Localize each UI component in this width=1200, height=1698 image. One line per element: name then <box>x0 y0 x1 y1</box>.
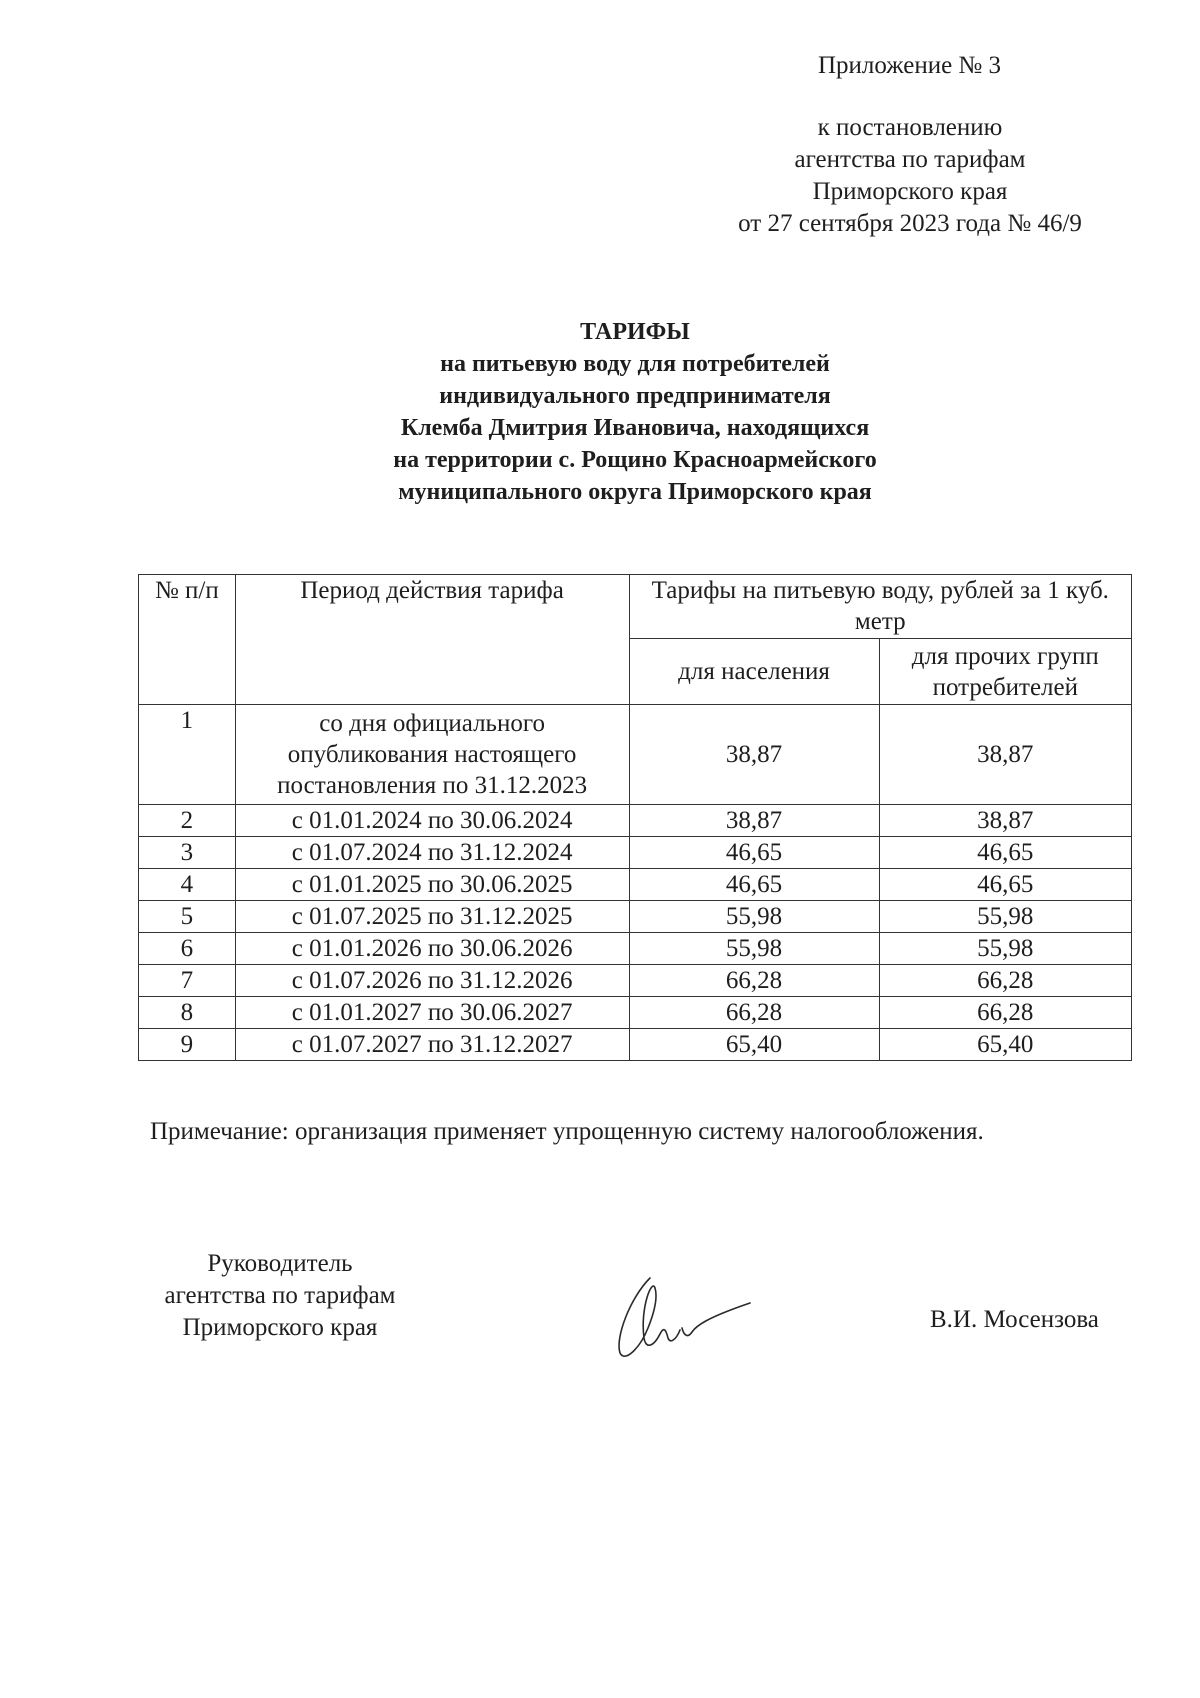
header-other: для прочих групп потребителей <box>879 639 1131 705</box>
row-num: 5 <box>139 901 236 933</box>
handwritten-signature <box>610 1268 760 1368</box>
row-num: 3 <box>139 837 236 869</box>
appendix-block <box>700 50 1120 240</box>
signer-position <box>140 1248 420 1344</box>
row-population: 55,98 <box>629 933 879 965</box>
appendix-title: Приложение № 3 <box>818 52 1002 79</box>
row-population: 38,87 <box>629 705 879 805</box>
row-other: 66,28 <box>879 997 1131 1029</box>
tariff-table <box>138 574 1132 1061</box>
row-num: 9 <box>139 1029 236 1061</box>
row-num: 6 <box>139 933 236 965</box>
row-num: 1 <box>139 705 236 805</box>
row-other: 66,28 <box>879 965 1131 997</box>
header-period: Период действия тарифа <box>235 575 629 705</box>
row-population: 46,65 <box>629 869 879 901</box>
signer-name: В.И. Мосензова <box>930 1306 1099 1333</box>
appendix-line: к постановлению <box>817 114 1003 141</box>
row-population: 38,87 <box>629 805 879 837</box>
title-line: индивидуального предпринимателя <box>439 383 831 409</box>
row-period: с 01.01.2024 по 30.06.2024 <box>235 805 629 837</box>
row-period: с 01.01.2026 по 30.06.2026 <box>235 933 629 965</box>
row-other: 46,65 <box>879 869 1131 901</box>
row-population: 55,98 <box>629 901 879 933</box>
row-other: 46,65 <box>879 837 1131 869</box>
row-other: 65,40 <box>879 1029 1131 1061</box>
title-line: на питьевую воду для потребителей <box>440 351 830 377</box>
title-line: Клемба Дмитрия Ивановича, находящихся <box>400 415 870 441</box>
row-population: 46,65 <box>629 837 879 869</box>
row-num: 8 <box>139 997 236 1029</box>
signer-line: Приморского края <box>182 1314 378 1341</box>
row-period: с 01.01.2027 по 30.06.2027 <box>235 997 629 1029</box>
row-population: 65,40 <box>629 1029 879 1061</box>
header-tariff: Тарифы на питьевую воду, рублей за 1 куб. метр <box>629 575 1131 639</box>
appendix-line: Приморского края <box>812 178 1008 205</box>
title-line: на территории с. Рощино Красноармейского <box>393 447 877 473</box>
row-other: 38,87 <box>879 805 1131 837</box>
signer-line: Руководитель <box>207 1250 353 1277</box>
appendix-line: агентства по тарифам <box>794 146 1026 173</box>
row-num: 7 <box>139 965 236 997</box>
row-num: 2 <box>139 805 236 837</box>
appendix-reference <box>700 112 1120 240</box>
appendix-line: от 27 сентября 2023 года № 46/9 <box>738 210 1082 237</box>
title-line: муниципального округа Приморского края <box>398 479 872 505</box>
row-num: 4 <box>139 869 236 901</box>
document-title <box>250 316 1020 508</box>
row-period: с 01.07.2026 по 31.12.2026 <box>235 965 629 997</box>
header-num: № п/п <box>139 575 236 705</box>
row-other: 38,87 <box>879 705 1131 805</box>
row-period: с 01.01.2025 по 30.06.2025 <box>235 869 629 901</box>
row-population: 66,28 <box>629 965 879 997</box>
row-period: со дня официального опубликования настоящего постановления по 31.12.2023 <box>235 705 629 805</box>
row-period: с 01.07.2025 по 31.12.2025 <box>235 901 629 933</box>
row-other: 55,98 <box>879 933 1131 965</box>
row-period: с 01.07.2024 по 31.12.2024 <box>235 837 629 869</box>
row-other: 55,98 <box>879 901 1131 933</box>
header-population: для населения <box>629 639 879 705</box>
title-line: ТАРИФЫ <box>580 319 690 345</box>
row-population: 66,28 <box>629 997 879 1029</box>
tax-note: Примечание: организация применяет упрощенную систему налогообложения. <box>150 1118 984 1145</box>
row-period: с 01.07.2027 по 31.12.2027 <box>235 1029 629 1061</box>
signer-line: агентства по тарифам <box>164 1282 396 1309</box>
